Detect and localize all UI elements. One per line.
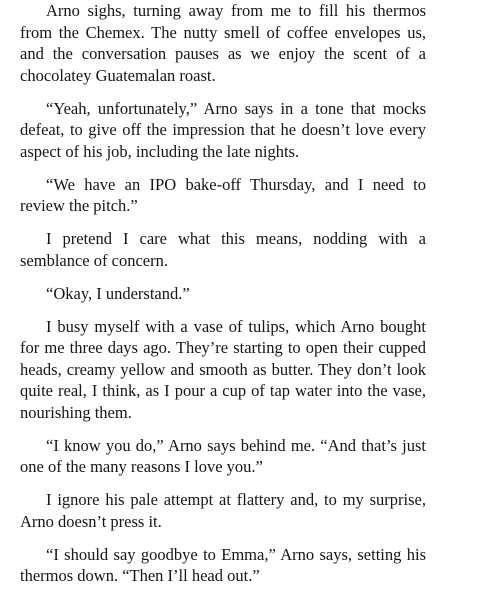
paragraph: I busy myself with a vase of tulips, which Arno bought for me three days ago. They’re starting to open their cupped heads, creamy yellow and smooth as butter. They don’t look quite real, I think, as I pour a cup of tap water into the vase, nourishing them. xyxy=(20,316,426,422)
paragraph: “Okay, I understand.” xyxy=(46,283,190,303)
paragraph: “I know you do,” Arno says behind me. “And that’s just one of the many reasons I love you.” xyxy=(20,435,426,476)
document-page xyxy=(20,0,426,598)
paragraph: “I should say goodbye to Emma,” Arno says, setting his thermos down. “Then I’ll head out.” xyxy=(20,544,426,585)
paragraph: “We have an IPO bake-off Thursday, and I need to review the pitch.” xyxy=(20,174,426,215)
paragraph: I ignore his pale attempt at flattery and, to my surprise, Arno doesn’t press it. xyxy=(20,490,426,531)
paragraph: “Yeah, unfortunately,” Arno says in a tone that mocks defeat, to give off the impression that he doesn’t love every aspect of his job, including the late nights. xyxy=(20,98,426,161)
paragraph: I pretend I care what this means, nodding with a semblance of concern. xyxy=(20,229,426,270)
paragraph: Arno sighs, turning away from me to fill his thermos from the Chemex. The nutty smell of coffee envelopes us, and the conversation pauses as we enjoy the scent of a chocolatey Guatemalan roast. xyxy=(20,1,426,85)
